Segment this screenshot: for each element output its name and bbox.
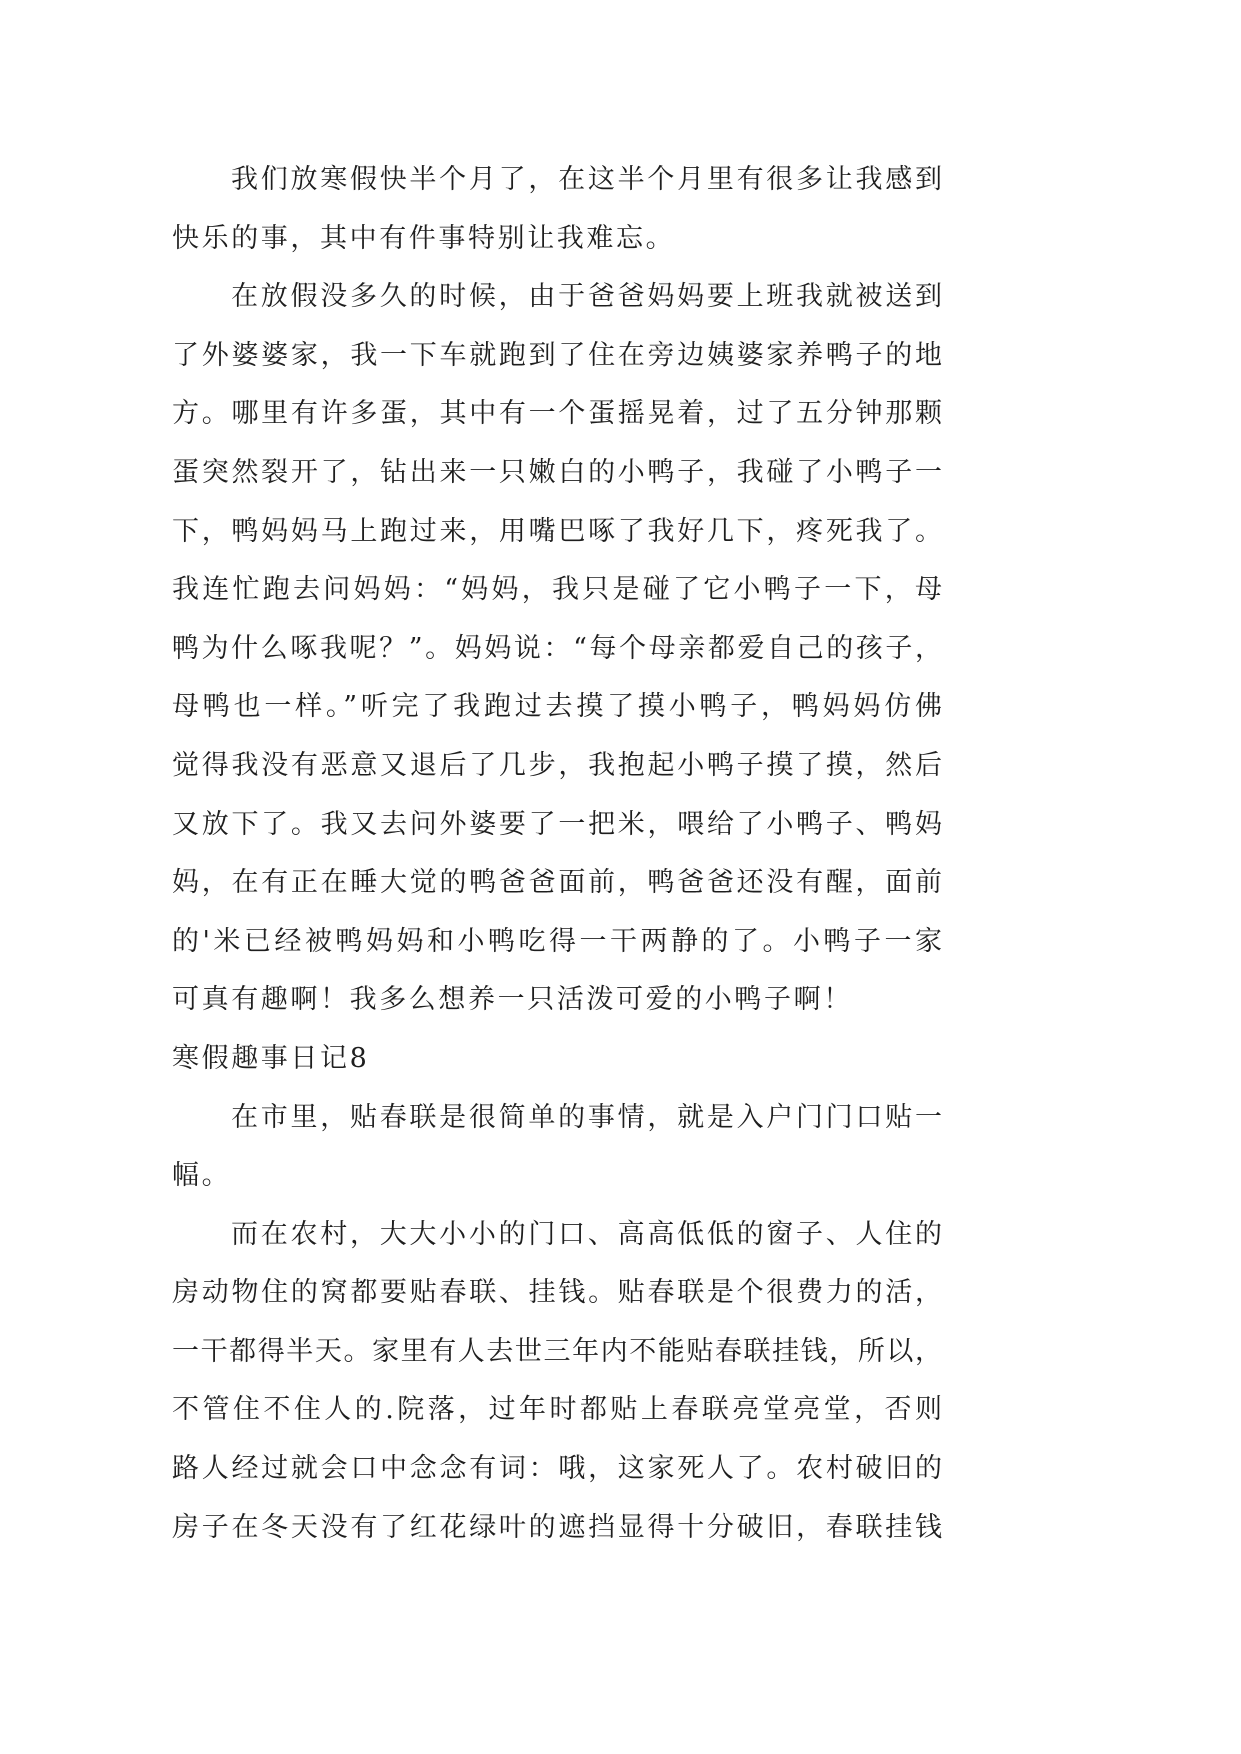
text-line: 又放下了。我又去问外婆要了一把米，喂给了小鸭子、鸭妈: [172, 808, 942, 840]
text-line: 我们放寒假快半个月了，在这半个月里有很多让我感到: [231, 164, 942, 195]
text-line: 路人经过就会口中念念有词：哦，这家死人了。农村破旧的: [172, 1453, 942, 1485]
text-line: 了外婆婆家，我一下车就跑到了住在旁边姨婆家养鸭子的地: [172, 339, 942, 371]
text-line: 幅。: [172, 1160, 232, 1192]
text-line: 下，鸭妈妈马上跑过来，用嘴巴啄了我好几下，疼死我了。: [172, 515, 942, 547]
text-line: 房动物住的窝都要贴春联、挂钱。贴春联是个很费力的活，: [172, 1277, 942, 1309]
text-line: 母鸭也一样。”听完了我跑过去摸了摸小鸭子，鸭妈妈仿佛: [172, 691, 942, 723]
document-body: [172, 151, 942, 1557]
text-line: 不管住不住人的.院落，过年时都贴上春联亮堂亮堂，否则: [172, 1394, 942, 1426]
text-line: 的'米已经被鸭妈妈和小鸭吃得一干两静的了。小鸭子一家: [172, 925, 942, 957]
text-line: 我连忙跑去问妈妈：“妈妈，我只是碰了它小鸭子一下，母: [172, 574, 942, 606]
text-line: 方。哪里有许多蛋，其中有一个蛋摇晃着，过了五分钟那颗: [172, 398, 942, 430]
text-line: 可真有趣啊！我多么想养一只活泼可爱的小鸭子啊！: [172, 984, 853, 1016]
text-line: 房子在冬天没有了红花绿叶的遮挡显得十分破旧，春联挂钱: [172, 1511, 942, 1543]
text-line: 在市里，贴春联是很简单的事情，就是入户门门口贴一: [231, 1101, 942, 1133]
text-line: 快乐的事，其中有件事特别让我难忘。: [172, 222, 676, 254]
text-line: 一干都得半天。家里有人去世三年内不能贴春联挂钱，所以，: [172, 1335, 942, 1367]
paragraph: [172, 151, 942, 268]
paragraph: [172, 1089, 942, 1206]
text-line: 鸭为什么啄我呢？”。妈妈说：“每个母亲都爱自己的孩子，: [172, 632, 942, 664]
section-title: 寒假趣事日记8: [172, 1042, 370, 1074]
paragraph: [172, 268, 942, 1030]
text-line: 在放假没多久的时候，由于爸爸妈妈要上班我就被送到: [231, 281, 942, 313]
text-line: 妈，在有正在睡大觉的鸭爸爸面前，鸭爸爸还没有醒，面前: [172, 867, 942, 899]
text-line: 而在农村，大大小小的门口、高高低低的窗子、人住的: [231, 1218, 942, 1250]
paragraph: [172, 1206, 942, 1558]
text-line: 蛋突然裂开了，钻出来一只嫩白的小鸭子，我碰了小鸭子一: [172, 456, 942, 488]
text-line: 觉得我没有恶意又退后了几步，我抱起小鸭子摸了摸，然后: [172, 749, 942, 781]
